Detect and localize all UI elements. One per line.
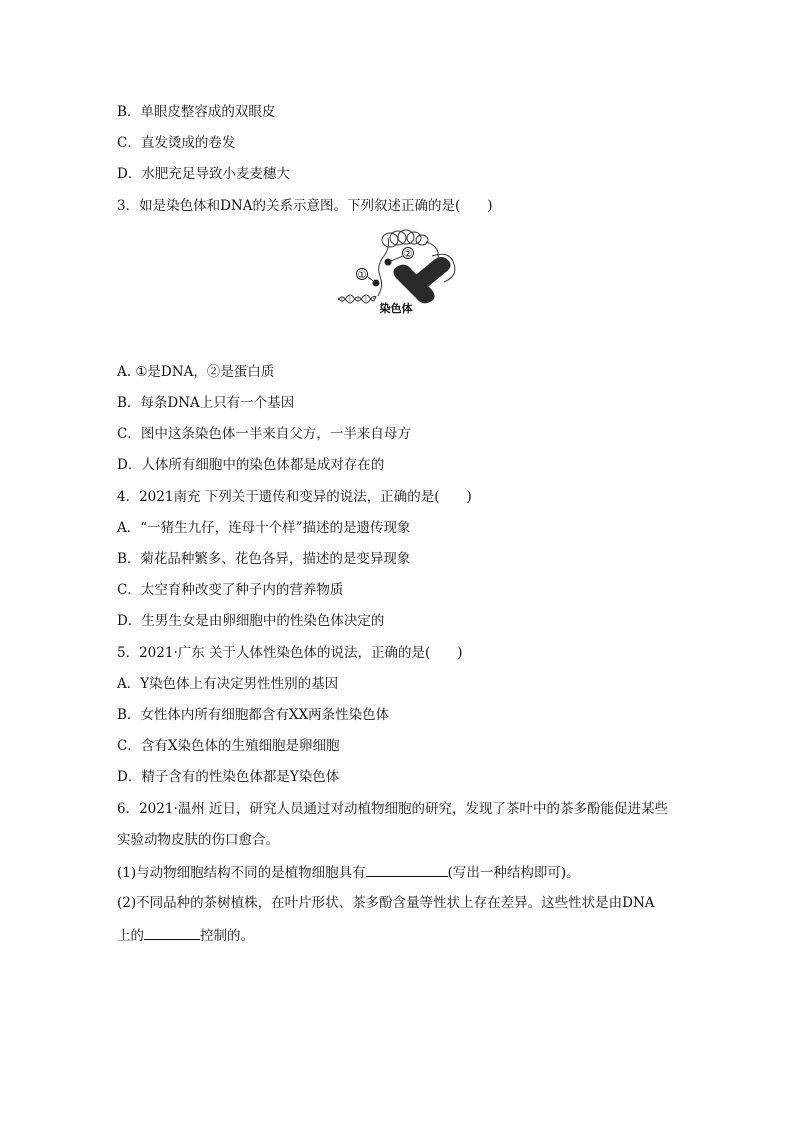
label-1: ① <box>357 270 367 281</box>
dna-helix-strand-1 <box>338 296 376 303</box>
q5-option-c: C．含有X染色体的生殖细胞是卵细胞 <box>117 738 340 754</box>
q6-sub1-before: (1)与动物细胞结构不同的是植物细胞具有 <box>117 865 366 881</box>
protein-bead-1 <box>373 280 380 287</box>
q6-sub2-before: 上的 <box>117 928 144 944</box>
q3-option-d: D．人体所有细胞中的染色体都是成对存在的 <box>117 457 385 473</box>
q2-option-d: D．水肥充足导致小麦麦穗大 <box>117 166 290 182</box>
q6-sub2-after: 控制的。 <box>200 928 254 944</box>
q4-option-b: B．菊花品种繁多、花色各异，描述的是变异现象 <box>117 551 411 567</box>
q6-sub2-line1: (2)不同品种的茶树植株，在叶片形状、茶多酚含量等性状上存在差异。这些性状是由DNA <box>117 895 655 911</box>
q6-sub2-blank[interactable] <box>144 925 200 940</box>
q5-option-a: A．Y染色体上有决定男性性别的基因 <box>117 676 339 692</box>
q4-stem: 4．2021南充 下列关于遗传和变异的说法，正确的是( ) <box>117 489 472 505</box>
label-2: ② <box>403 249 413 260</box>
q6-sub1-after: (写出一种结构即可)。 <box>447 865 580 881</box>
q6-sub1 <box>117 862 580 882</box>
q5-stem: 5．2021·广东 关于人体性染色体的说法，正确的是( ) <box>117 645 463 661</box>
q4-option-c: C．太空育种改变了种子内的营养物质 <box>117 582 344 598</box>
q6-stem-line1: 6．2021·温州 近日，研究人员通过对动植物细胞的研究，发现了茶叶中的茶多酚能促进某些 <box>117 801 669 817</box>
q3-option-b: B．每条DNA上只有一个基因 <box>117 395 295 411</box>
chromosome-dna-diagram <box>336 226 466 318</box>
q2-option-b: B．单眼皮整容成的双眼皮 <box>117 104 276 120</box>
q3-option-a: A. ①是DNA，②是蛋白质 <box>117 364 275 380</box>
chromosome-shape <box>393 257 450 303</box>
q6-sub2-line2 <box>117 925 254 945</box>
q3-option-c: C．图中这条染色体一半来自父方，一半来自母方 <box>117 426 411 442</box>
q6-stem-line2: 实验动物皮肤的伤口愈合。 <box>117 832 279 848</box>
protein-bead-2 <box>385 259 392 266</box>
q5-option-d: D．精子含有的性染色体都是Y染色体 <box>117 769 340 785</box>
q5-option-b: B．女性体内所有细胞都含有XX两条性染色体 <box>117 707 390 723</box>
q4-option-a: A．“一猪生九仔，连母十个样”描述的是遗传现象 <box>117 520 411 536</box>
q4-option-d: D．生男生女是由卵细胞中的性染色体决定的 <box>117 613 385 629</box>
figure-caption: 染色体 <box>379 302 413 315</box>
q2-option-c: C．直发烫成的卷发 <box>117 135 236 151</box>
q3-stem: 3．如是染色体和DNA的关系示意图。下列叙述正确的是( ) <box>117 198 493 214</box>
q6-sub1-blank[interactable] <box>366 862 448 877</box>
label-2-pointer <box>391 256 403 261</box>
label-1-pointer <box>367 276 373 281</box>
